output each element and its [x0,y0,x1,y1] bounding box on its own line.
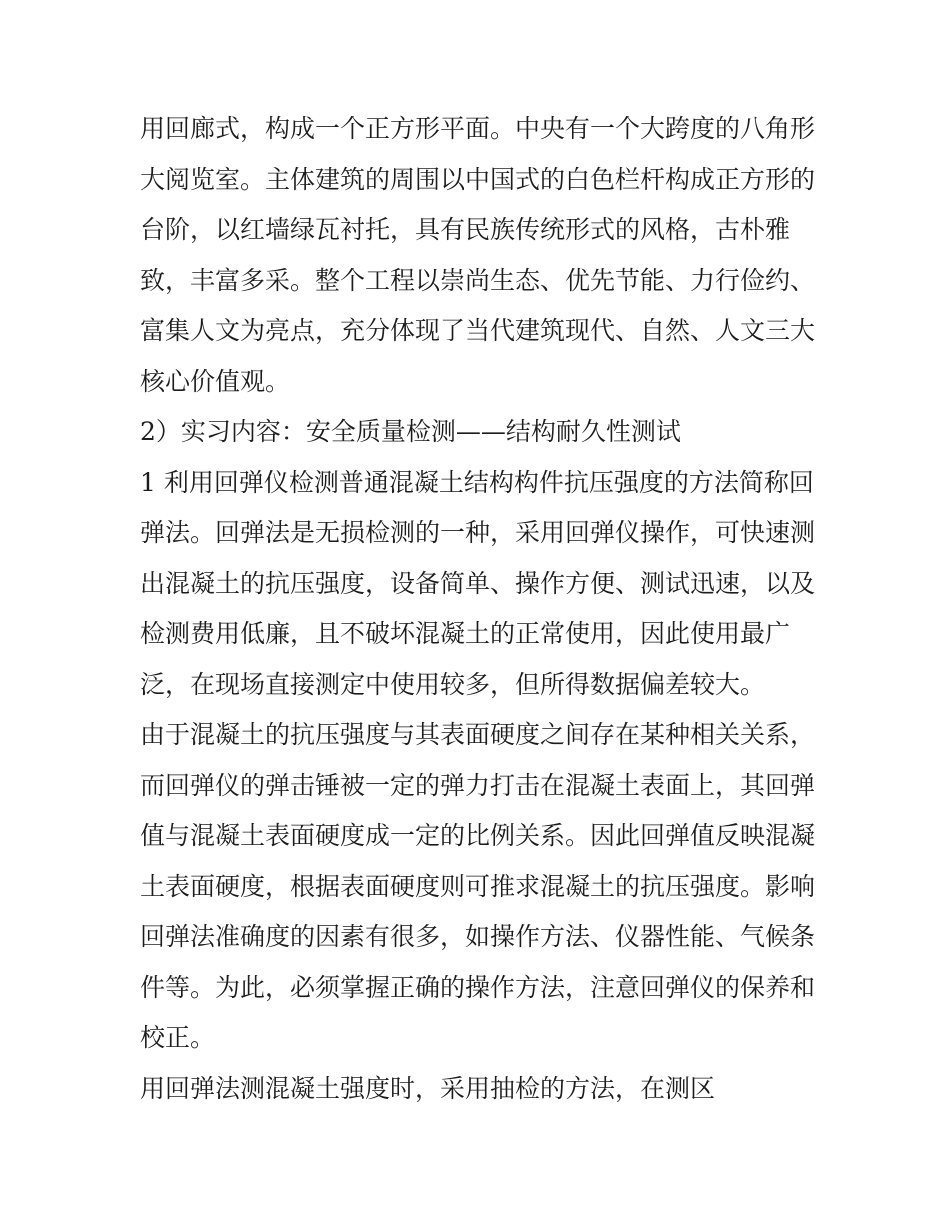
rebound-method-paragraph [140,458,820,711]
paragraph-line: 由于混凝土的抗压强度与其表面硬度之间存在某种相关关系， [140,720,816,749]
paragraph-line: 检测费用低廉，且不破坏混凝土的正常使用，因此使用最广 [140,619,791,648]
paragraph-line: 1 利用回弹仪检测普通混凝土结构构件抗压强度的方法简称回 [140,467,814,497]
paragraph-line: 回弹法准确度的因素有很多，如操作方法、仪器性能、气候条 [140,922,816,951]
paragraph-line: 值与混凝土表面硬度成一定的比例关系。因此回弹值反映混凝 [140,821,816,850]
paragraph-line: 用回弹法测混凝土强度时，采用抽检的方法，在测区 [140,1073,716,1103]
principle-paragraph [140,710,820,1064]
section-heading: 2）实习内容：安全质量检测——结构耐久性测试 [140,417,681,446]
paragraph-line: 用回廊式，构成一个正方形平面。中央有一个大跨度的八角形 [140,114,816,143]
paragraph-line: 富集人文为亮点，充分体现了当代建筑现代、自然、人文三大 [140,316,816,345]
intro-paragraph [140,104,820,407]
paragraph-line: 致，丰富多采。整个工程以崇尚生态、优先节能、力行俭约、 [140,265,816,295]
paragraph-line: 校正。 [140,1023,216,1052]
paragraph-line: 大阅览室。主体建筑的周围以中国式的白色栏杆构成正方形的 [140,164,816,194]
paragraph-line: 件等。为此，必须掌握正确的操作方法，注意回弹仪的保养和 [140,972,816,1002]
paragraph-line: 台阶，以红墙绿瓦衬托，具有民族传统形式的风格，古朴雅 [140,215,791,244]
document-body [140,104,820,1114]
closing-paragraph [140,1064,820,1115]
paragraph-line: 而回弹仪的弹击锤被一定的弹力打击在混凝土表面上，其回弹 [140,770,816,800]
paragraph-line: 泛，在现场直接测定中使用较多，但所得数据偏差较大。 [140,669,766,699]
paragraph-line: 出混凝土的抗压强度，设备简单、操作方便、测试迅速，以及 [140,568,816,598]
paragraph-line: 土表面硬度，根据表面硬度则可推求混凝土的抗压强度。影响 [140,871,816,901]
paragraph-line: 弹法。回弹法是无损检测的一种，采用回弹仪操作，可快速测 [140,518,816,547]
paragraph-line: 核心价值观。 [140,366,291,396]
